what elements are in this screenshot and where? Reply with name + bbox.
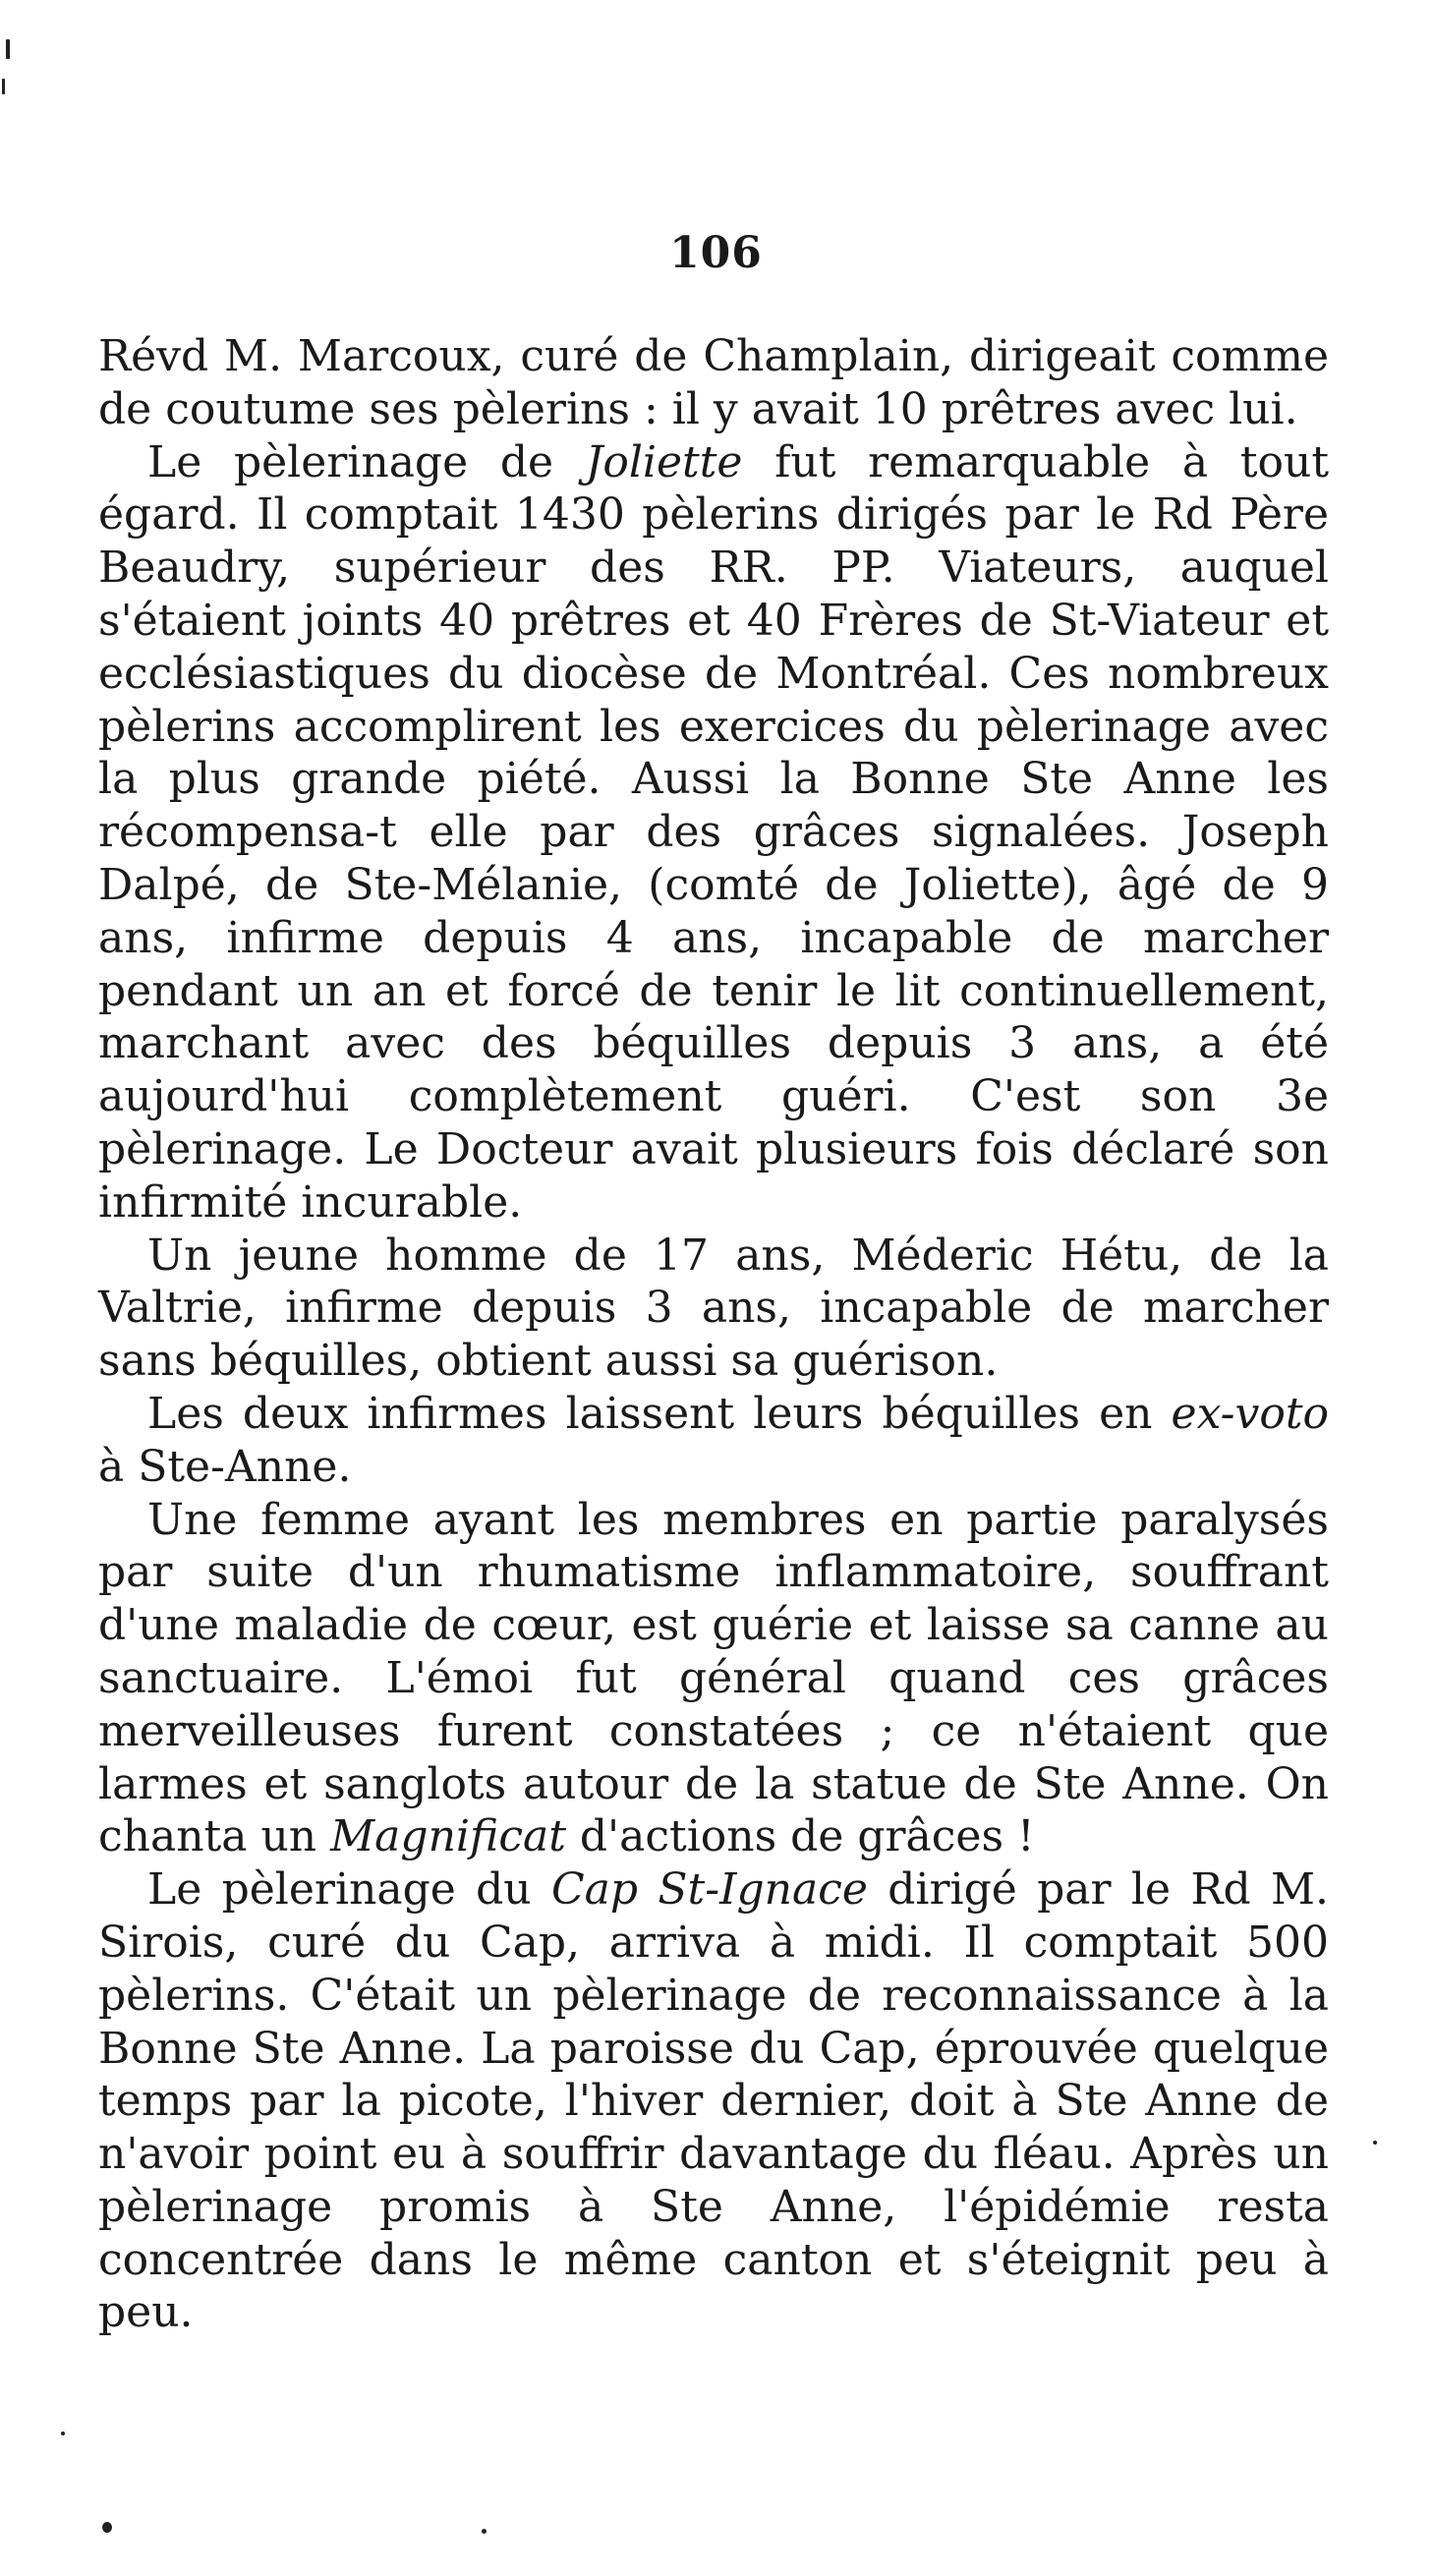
- scan-speck: [6, 39, 10, 59]
- scan-speck: [1373, 2141, 1377, 2145]
- paragraph: [98, 1494, 1329, 1864]
- text-run: Révd M. Marcoux, curé de Champlain, dirigeait comme de coutume ses pèlerins : il y avait 10 prêtres avec lui.: [98, 331, 1329, 434]
- text-run: Un jeune homme de 17 ans, Méderic Hétu, de la Valtrie, infirme depuis 3 ans, incapable de marcher sans béquilles, obtient aussi sa guérison.: [98, 1230, 1329, 1387]
- text-run: fut remarquable à tout égard. Il comptait 1430 pèlerins dirigés par le Rd Père Beaudry, supérieur des RR. PP. Viateurs, auquel s'étaient joints 40 prêtres et 40 Frères de St-Viateur et ecclésiastiques du diocèse de Montréal. Ces nombreux pèlerins accomplirent les exercices du pèlerinage avec la plus grande piété. Aussi la Bonne Ste Anne les récompensa-t elle par des grâces signalées. Joseph Dalpé, de Ste-Mélanie, (comté de Joliette), âgé de 9 ans, infirme depuis 4 ans, incapable de marcher pendant un an et forcé de tenir le lit continuellement, marchant avec des béquilles depuis 3 ans, a été aujourd'hui complètement guéri. C'est son 3e pèlerinage. Le Docteur avait plusieurs fois déclaré son infirmité incurable.: [98, 436, 1330, 1228]
- text-run: Le pèlerinage de: [147, 436, 586, 487]
- italic-text: Cap St-Ignace: [550, 1864, 868, 1916]
- text-run: à Ste-Anne.: [98, 1441, 352, 1492]
- text-run: Les deux infirmes laissent leurs béquilles en: [147, 1388, 1172, 1439]
- text-run: Une femme ayant les membres en partie paralysés par suite d'un rhumatisme inflammatoire, souffrant d'une maladie de cœur, est guérie et laisse sa canne au sanctuaire. L'émoi fut général quand ces grâces merveilleuses furent constatées ; ce n'étaient que larmes et sanglots autour de la statue de Ste Anne. On chanta un: [98, 1494, 1329, 1862]
- page-number: 106: [669, 228, 763, 278]
- scan-speck: [61, 2432, 65, 2435]
- paragraph: [98, 1230, 1329, 1388]
- scan-speck: [482, 2529, 487, 2534]
- paragraph: [98, 436, 1329, 1230]
- paragraph: [98, 330, 1329, 436]
- scan-speck: [102, 2522, 112, 2533]
- italic-text: Joliette: [585, 436, 743, 487]
- paragraph: [98, 1388, 1329, 1494]
- text-run: Le pèlerinage du: [147, 1864, 551, 1916]
- scan-speck: [2, 79, 5, 94]
- body-text: [98, 330, 1329, 2339]
- paragraph: [98, 1863, 1329, 2339]
- text-run: dirigé par le Rd M. Sirois, curé du Cap, arriva à midi. Il comptait 500 pèlerins. C'était un pèlerinage de reconnaissance à la Bonne Ste Anne. La paroisse du Cap, éprouvée quelque temps par la picote, l'hiver dernier, doit à Ste Anne de n'avoir point eu à souffrir davantage du fléau. Après un pèlerinage promis à Ste Anne, l'épidémie resta concentrée dans le même canton et s'éteignit peu à peu.: [98, 1864, 1330, 2338]
- text-run: d'actions de grâces !: [565, 1811, 1035, 1862]
- italic-text: ex-voto: [1171, 1388, 1329, 1439]
- italic-text: Magnificat: [330, 1811, 566, 1862]
